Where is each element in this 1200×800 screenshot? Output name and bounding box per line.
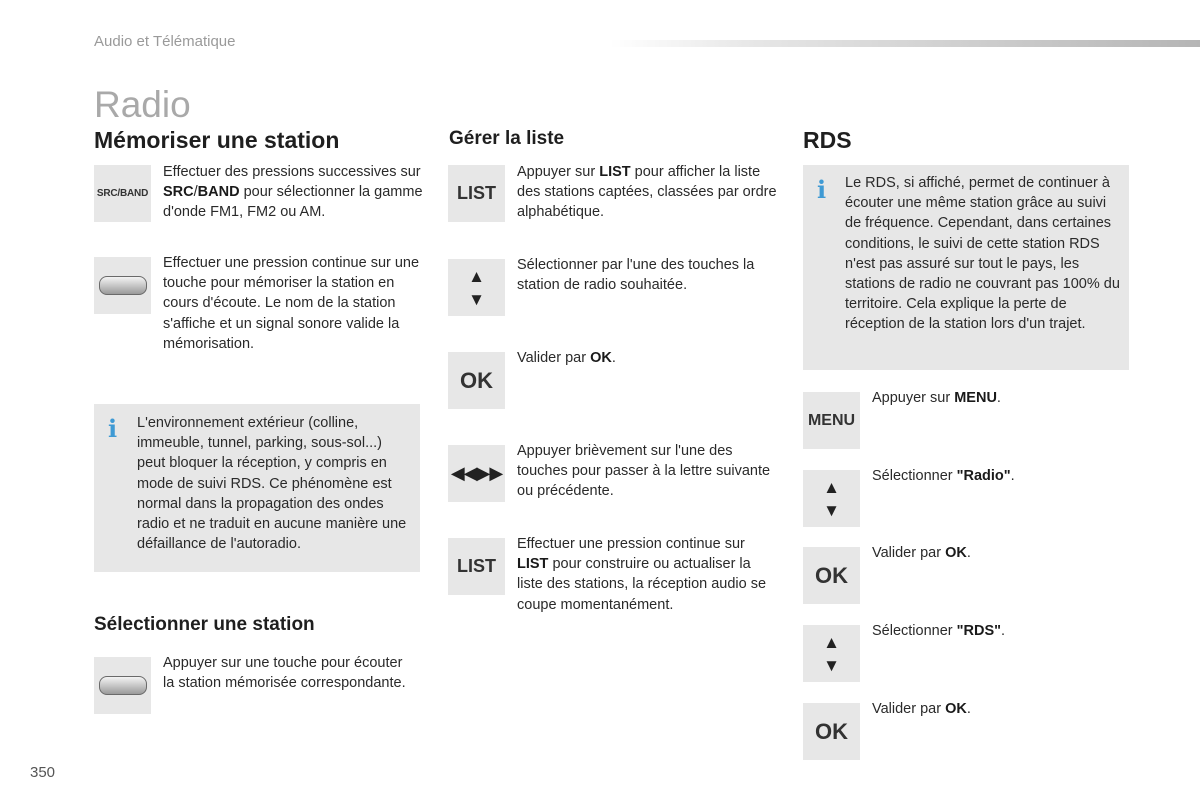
ok-key: OK [803, 547, 860, 604]
arrow-down-icon: ▼ [468, 289, 485, 309]
select-station-step: Appuyer sur une touche pour écouter la station mémorisée correspondante. [163, 655, 406, 692]
memorize-step-2: Effectuer une pression continue sur une touche pour mémoriser la station en cours d'écoute. Le nom de la station s'affiche et un signal sonore valide la mémorisation. [163, 255, 420, 352]
rds-step-3: Valider par OK. [872, 545, 971, 561]
up-down-keys [803, 625, 860, 682]
page-title: Radio [94, 84, 191, 125]
list-step-4: Appuyer brièvement sur l'une des touches pour passer à la lettre suivante ou précédente. [517, 443, 771, 500]
list-step-5: Effectuer une pression continue sur LIST pour construire ou actualiser la liste des stations, la réception audio se coupe momentanément. [517, 536, 767, 613]
header-gradient-bar [610, 40, 1200, 47]
rds-step-4: Sélectionner "RDS". [872, 623, 1006, 639]
preset-button-icon [99, 676, 147, 695]
manage-list-heading: Gérer la liste [449, 128, 565, 149]
arrow-down-icon: ▼ [823, 500, 840, 520]
arrow-up-icon: ▲ [468, 266, 485, 286]
seek-back-forward-icon: ◀◀▶▶ [450, 463, 503, 483]
info-icon: i [108, 414, 118, 443]
arrow-down-icon: ▼ [823, 655, 840, 675]
reception-info-text: L'environnement extérieur (colline, immeuble, tunnel, parking, sous-sol...) peut bloquer la réception, y compris en mode de suivi RDS. Ce phénomène est normal dans la propagation des ondes radio et ne traduit en aucune manière une défaillance de l'autoradio. [137, 415, 407, 553]
preset-key [94, 657, 151, 714]
list-step-3: Valider par OK. [517, 350, 616, 366]
list-key: LIST [448, 538, 505, 595]
src-band-key: SRC/BAND [94, 165, 151, 222]
rds-step-1: Appuyer sur MENU. [872, 390, 1001, 406]
list-key: LIST [448, 165, 505, 222]
rds-heading: RDS [803, 127, 852, 153]
preset-button-icon [99, 276, 147, 295]
section-header-label: Audio et Télématique [94, 33, 236, 50]
select-station-heading: Sélectionner une station [94, 614, 315, 635]
ok-key: OK [448, 352, 505, 409]
preset-key [94, 257, 151, 314]
page-number: 350 [30, 764, 56, 781]
list-step-2: Sélectionner par l'une des touches la station de radio souhaitée. [517, 257, 755, 294]
up-down-keys [448, 259, 505, 316]
memorize-step-1: Effectuer des pressions successives sur SRC/BAND pour sélectionner la gamme d'onde FM1, FM2 ou AM. [163, 164, 423, 221]
memorize-station-heading: Mémoriser une station [94, 127, 340, 153]
rds-info-text: Le RDS, si affiché, permet de continuer à écouter une même station grâce au suivi de fréquence. Cependant, dans certaines conditions, le suivi de cette station RDS n'est pas assuré sur tout le pays, les stations de radio ne couvrant pas 100% du territoire. Cela explique la perte de réception de la station lors d'un trajet. [845, 175, 1120, 333]
rds-info-box [803, 165, 1129, 370]
arrow-up-icon: ▲ [823, 477, 840, 497]
info-icon: i [817, 175, 827, 204]
arrow-up-icon: ▲ [823, 632, 840, 652]
list-step-1: Appuyer sur LIST pour afficher la liste des stations captées, classées par ordre alphabétique. [517, 164, 777, 221]
seek-keys [448, 445, 505, 502]
rds-step-2: Sélectionner "Radio". [872, 468, 1015, 484]
rds-step-5: Valider par OK. [872, 701, 971, 717]
menu-key: MENU [803, 392, 860, 449]
reception-info-box [94, 404, 420, 572]
up-down-keys [803, 470, 860, 527]
ok-key: OK [803, 703, 860, 760]
